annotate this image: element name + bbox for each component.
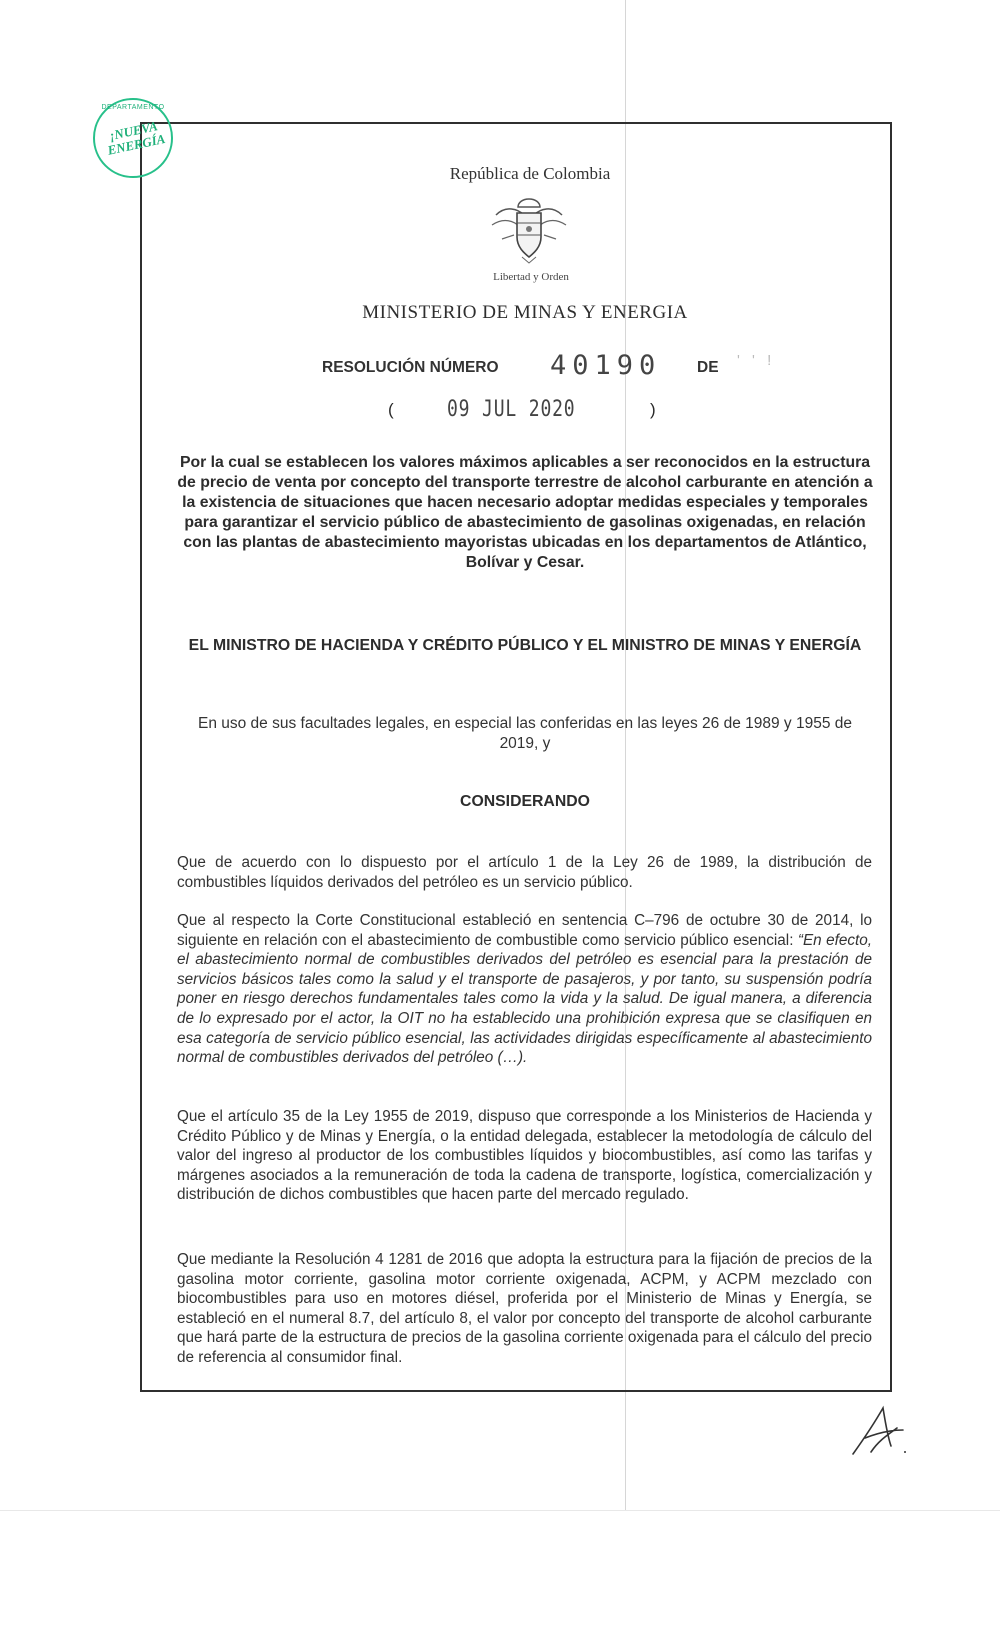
ministry-heading: MINISTERIO DE MINAS Y ENERGIA xyxy=(362,302,688,323)
legal-powers: En uso de sus facultades legales, en especial las conferidas en las leyes 26 de 1989 y 1955 de 2019, y xyxy=(197,715,853,752)
sentencia-quote: “En efecto, el abastecimiento normal de combustibles derivados del petróleo es esencial para la prestación de servicios básicos tales como la salud y el transporte de pasajeros, y por tanto, su suspensión podría poner en riesgo derechos fundamentales tales como la vida y la salud. De igual manera, a diferencia de lo expresado por el actor, la OIT no ha establecido una prohibición expresa que se clasifiquen en esa categoría de servicio público esencial, las actividades dirigidas específicamente al abastecimiento normal de combustibles derivados del petróleo (…). xyxy=(177,931,872,1067)
country-heading: República de Colombia xyxy=(449,164,611,183)
date-open-paren: ( xyxy=(388,400,394,419)
signature-initial xyxy=(845,1400,915,1460)
resolution-subject: Por la cual se establecen los valores máximos aplicables a ser reconocidos en la estructura de precio de venta por concepto del transporte terrestre de alcohol carburante en atención a la existencia de situaciones que hacen necesario adoptar medidas especiales y temporales para garantizar el servicio público de abastecimiento de gasolinas oxigenadas, en relación con las plantas de abastecimiento mayoristas ubicadas en los departamentos de Atlántico, Bolívar y Cesar. xyxy=(177,454,873,571)
resolution-de-marks: ' ' ! xyxy=(737,352,776,369)
ministers-heading: EL MINISTRO DE HACIENDA Y CRÉDITO PÚBLICO Y EL MINISTRO DE MINAS Y ENERGÍA xyxy=(188,637,862,654)
resolution-de-label: DE xyxy=(697,359,719,376)
resolution-date: 09 JUL 2020 xyxy=(447,397,576,422)
coat-of-arms-icon xyxy=(484,195,574,265)
paragraph-intro: Que al respecto la Corte Constitucional estableció en sentencia C–796 de octubre 30 de 2014, lo siguiente en relación con el abastecimiento de combustible como servicio público esencial: xyxy=(177,912,872,949)
considerando-heading: CONSIDERANDO xyxy=(460,793,590,810)
paragraph-resolucion-41281: Que mediante la Resolución 4 1281 de 2016 que adopta la estructura para la fijación de precios de la gasolina motor corriente, gasolina motor corriente oxigenada, ACPM, y ACPM mezclado con biocombustibles para uso en motores diésel, proferida por el Ministerio de Minas y Energía, se estableció en el numeral 8.7, del artículo 8, el valor por concepto del transporte de alcohol carburante que hará parte de la estructura de precios de la gasolina corriente oxigenada para el cálculo del precio de referencia al consumidor final. xyxy=(177,1251,872,1366)
paragraph-ley-1955: Que el artículo 35 de la Ley 1955 de 2019, dispuso que corresponde a los Ministerios de Hacienda y Crédito Público y de Minas y Energía, o la entidad delegada, establecer la metodología de cálculo del valor del ingreso al productor de los combustibles líquidos y biocombustibles, así como las tarifas y márgenes asociados a la remuneración de toda la cadena de transporte, logística, comercialización y distribución de dichos combustibles que hacen parte del mercado regulado. xyxy=(177,1108,872,1204)
scan-page-edge xyxy=(0,1510,1000,1511)
stamp-ring-text: DEPARTAMENTO xyxy=(101,104,165,111)
paragraph-ley-26: Que de acuerdo con lo dispuesto por el artículo 1 de la Ley 26 de 1989, la distribución de combustibles líquidos derivados del petróleo es un servicio público. xyxy=(177,854,872,891)
resolution-number: 40190 xyxy=(550,350,662,381)
date-close-paren: ) xyxy=(650,400,656,419)
stamp-brand: ¡NUEVA ENERGÍA xyxy=(106,118,167,158)
motto: Libertad y Orden xyxy=(493,271,569,283)
resolution-label: RESOLUCIÓN NÚMERO xyxy=(322,359,499,376)
paragraph-corte-constitucional xyxy=(177,911,872,1068)
